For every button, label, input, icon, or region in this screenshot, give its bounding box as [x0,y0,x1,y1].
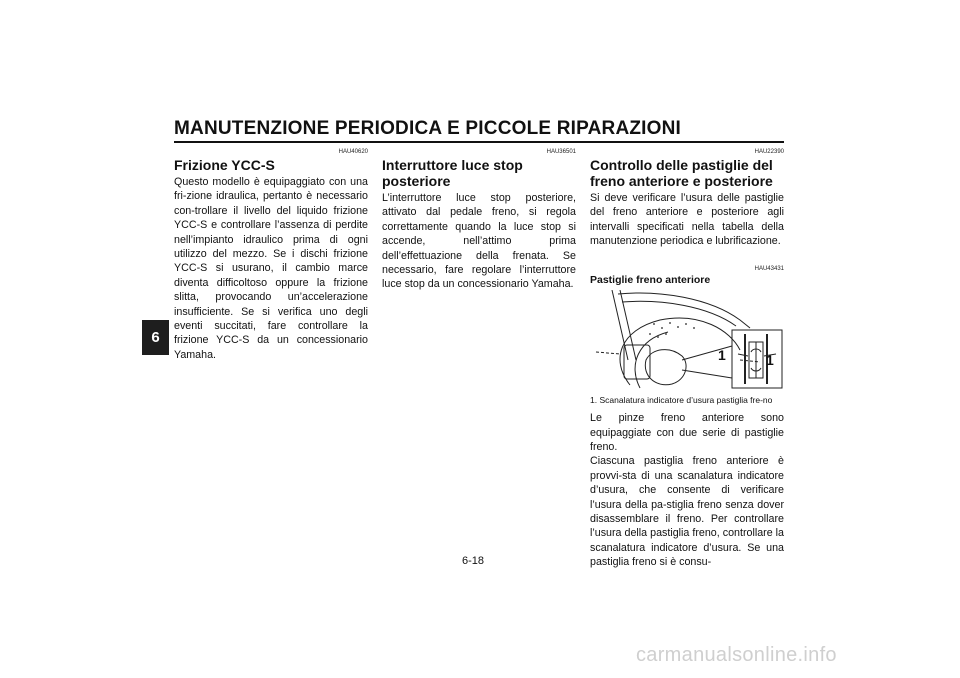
brake-pad-illustration [590,290,784,395]
watermark: carmanualsonline.info [636,644,837,666]
section-code: HAU22390 [754,149,784,155]
brake-caliper-drawing [590,290,784,395]
section-code: HAU36501 [546,149,576,155]
section-body-rear-brake-switch: L’interruttore luce stop posteriore, attivato dal pedale freno, si regola correttamente quando la luce stop si accende, nell’attimo prima dell’effettuazione della frenata. Se necessario, fare regolare l’interruttore luce stop da un concessionario Yamaha. [382,192,576,291]
section-title-brake-pads: Controllo delle pastiglie del freno anteriore e posteriore [590,157,773,189]
page-number: 6-18 [462,555,485,567]
section-title-ycc-s-clutch: Frizione YCC-S [174,157,275,173]
page-header-title: MANUTENZIONE PERIODICA E PICCOLE RIPARAZIONI [174,118,682,139]
subsection-body-wear-indicator: Ciascuna pastiglia freno anteriore è provvi-sta di una scanalatura indicatore d’usura, che consente di verificare l’usura della pa-stiglia freno senza dover disassemblare il freno. Per controllare l’usura della pastiglia freno, controllare la scanalatura indicatore d’usura. Se una pastiglia freno si è consu- [590,455,784,569]
section-body-ycc-s-clutch: Questo modello è equipaggiato con una fri-zione idraulica, pertanto è necessario con-trollare il livello del liquido frizione YCC-S e controllare l’assenza di perdite nell’impianto idraulico prima di ogni utilizzo del mezzo. Se i dischi frizione YCC-S si usurano, il cambio marce diventa difficoltoso oppure la frizione slitta, provocando un’accelerazione insufficiente. Se si verifica uno degli eventi succitati, fare controllare la frizione YCC-S da un concessionario Yamaha. [174,176,368,361]
callout-label-right: 1 [766,351,774,368]
column-1 [174,148,368,362]
section-body-brake-pads: Si deve verificare l’usura delle pastiglie del freno anteriore e posteriore agli intervalli specificati nella tabella della manutenzione periodica e lubrificazione. [590,192,784,248]
section-code: HAU40620 [338,149,368,155]
callout-label-left: 1 [718,346,726,363]
header-rule [174,141,784,143]
section-title-rear-brake-switch: Interruttore luce stop posteriore [382,157,523,189]
subsection-body-intro: Le pinze freno anteriore sono equipaggiate con due serie di pastiglie freno. [590,412,784,453]
figure-caption: 1. Scanalatura indicatore d’usura pastiglia fre-no [590,394,773,405]
chapter-tab: 6 [142,320,169,355]
subsection-title-front-pads: Pastiglie freno anteriore [590,273,711,286]
subsection-code: HAU43431 [754,265,784,272]
column-2 [382,148,576,292]
column-3 [590,148,784,570]
